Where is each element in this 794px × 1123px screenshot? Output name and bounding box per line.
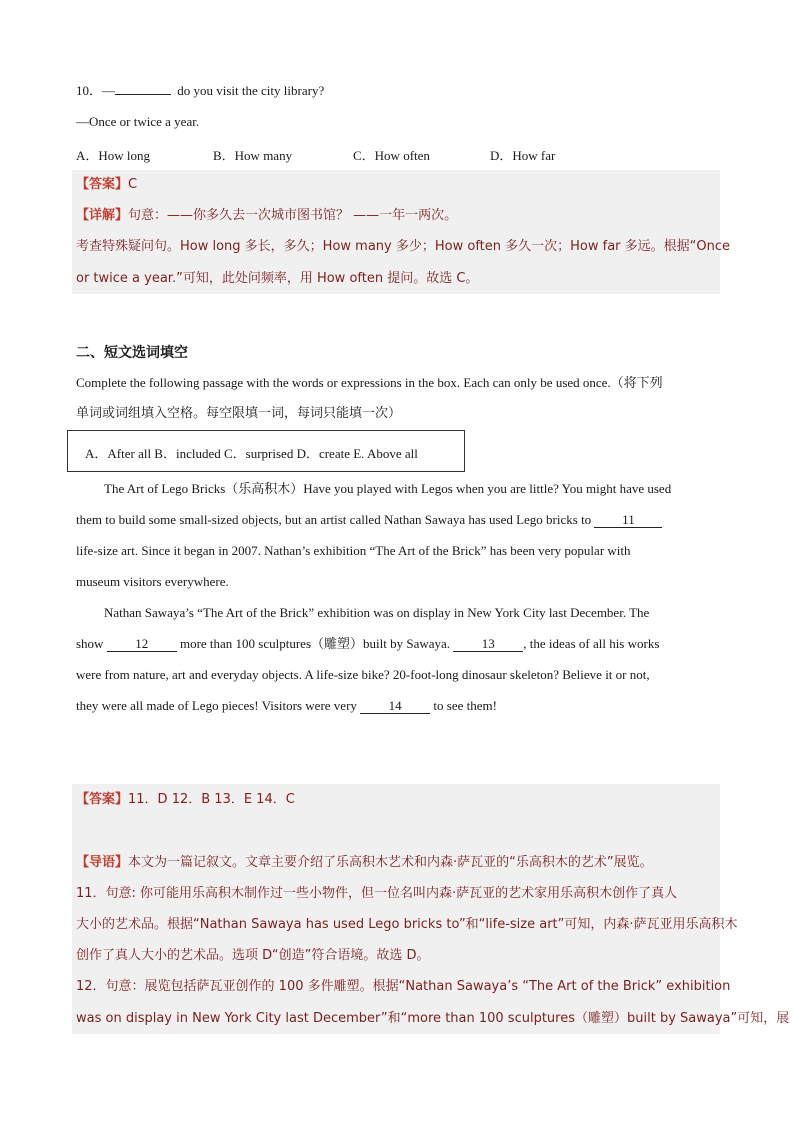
section-title: 二、短文选词填空: [76, 345, 188, 361]
detail-tag: 【详解】: [76, 208, 129, 223]
answer-blank: [115, 84, 171, 95]
blank-11: 11: [594, 513, 662, 528]
detail-line-1: [76, 207, 457, 225]
guide-text: 本文为一篇记叙文。文章主要介绍了乐高积木艺术和内森·萨瓦亚的“乐高积木的艺术”展览。: [128, 855, 653, 870]
option-c: C．How often: [353, 148, 430, 163]
explanation-11-line-2: 大小的艺术品。根据“Nathan Sawaya has used Lego bricks to”和“life-size art”可知，内森·萨瓦亚用乐高积木: [76, 917, 738, 932]
passage-text: more than 100 sculptures（雕塑）built by Sawaya.: [179, 636, 451, 651]
passage: [76, 473, 718, 721]
detail-line-3: or twice a year.”可知，此处问频率，用 How often 提问。故选 C。: [76, 271, 479, 286]
explanation-11-line-1: 11．句意: 你可能用乐高积木制作过一些小物件，但一位名叫内森·萨瓦亚的艺术家用乐高积木创作了真人: [76, 886, 678, 901]
blank-14: 14: [360, 699, 430, 714]
passage-line: [76, 504, 718, 535]
answer-2-line: [76, 791, 295, 809]
word-box: [67, 430, 465, 472]
passage-line: life-size art. Since it began in 2007. Nathan’s exhibition “The Art of the Brick” has been very popular with: [76, 543, 631, 558]
explanation-12-line-2: was on display in New York City last December”和“more than 100 sculptures（雕塑）built by Sawaya”可知，展: [76, 1011, 790, 1026]
option-a: A．How long: [76, 148, 151, 163]
blank-12: 12: [107, 637, 177, 652]
passage-text: they were all made of Lego pieces! Visitors were very: [76, 698, 357, 713]
word-box-options: A．After all B．included C．surprised D．create E. Above all: [85, 446, 418, 461]
passage-line: Nathan Sawaya’s “The Art of the Brick” exhibition was on display in New York City last December. The: [104, 605, 650, 620]
explanation-11-line-3: 创作了真人大小的艺术品。选项 D“创造”符合语境。故选 D。: [76, 948, 430, 963]
blank-13: 13: [453, 637, 523, 652]
passage-line: The Art of Lego Bricks（乐高积木）Have you played with Legos when you are little? You might have used: [104, 481, 672, 496]
passage-text: , the ideas of all his works: [523, 636, 660, 651]
instruction-line-2: 单词或词组填入空格。每空限填一词，每词只能填一次）: [76, 406, 402, 421]
answer-10-line: [76, 176, 137, 194]
passage-line: [76, 690, 718, 721]
question-10-reply: —Once or twice a year.: [76, 114, 200, 129]
answer-tag: 【答案】: [76, 177, 129, 192]
answer-2-block: [72, 784, 720, 1034]
guide-tag: 【导语】: [76, 855, 129, 870]
passage-line: were from nature, art and everyday objects. A life-size bike? 20-foot-long dinosaur skeleton? Believe it or not,: [76, 667, 650, 682]
instruction-line-1: Complete the following passage with the words or expressions in the box. Each can only be used once.（将下列: [76, 375, 663, 390]
answer-tag: 【答案】: [76, 792, 129, 807]
passage-text: to see them!: [433, 698, 497, 713]
passage-text: them to build some small-sized objects, but an artist called Nathan Sawaya has used Lego bricks to: [76, 512, 592, 527]
explanation-12-line-1: 12．句意：展览包括萨瓦亚创作的 100 多件雕塑。根据“Nathan Sawaya’s “The Art of the Brick” exhibition: [76, 979, 731, 994]
answer-value: C: [128, 177, 138, 192]
passage-line: [76, 628, 718, 659]
answer-values: 11．D 12．B 13．E 14．C: [128, 792, 295, 807]
detail-text-1: 句意：——你多久去一次城市图书馆？ ——一年一两次。: [128, 208, 458, 223]
guide-line: [76, 854, 653, 872]
question-text: do you visit the city library?: [177, 83, 325, 98]
option-d: D．How far: [490, 148, 556, 163]
detail-line-2: 考查特殊疑问句。How long 多长，多久；How many 多少；How often 多久一次；How far 多远。根据“Once: [76, 239, 730, 254]
question-10-stem: [76, 82, 324, 100]
passage-text: show: [76, 636, 104, 651]
option-b: B．How many: [213, 148, 293, 163]
passage-line: museum visitors everywhere.: [76, 574, 229, 589]
question-number: 10．—: [76, 83, 116, 98]
